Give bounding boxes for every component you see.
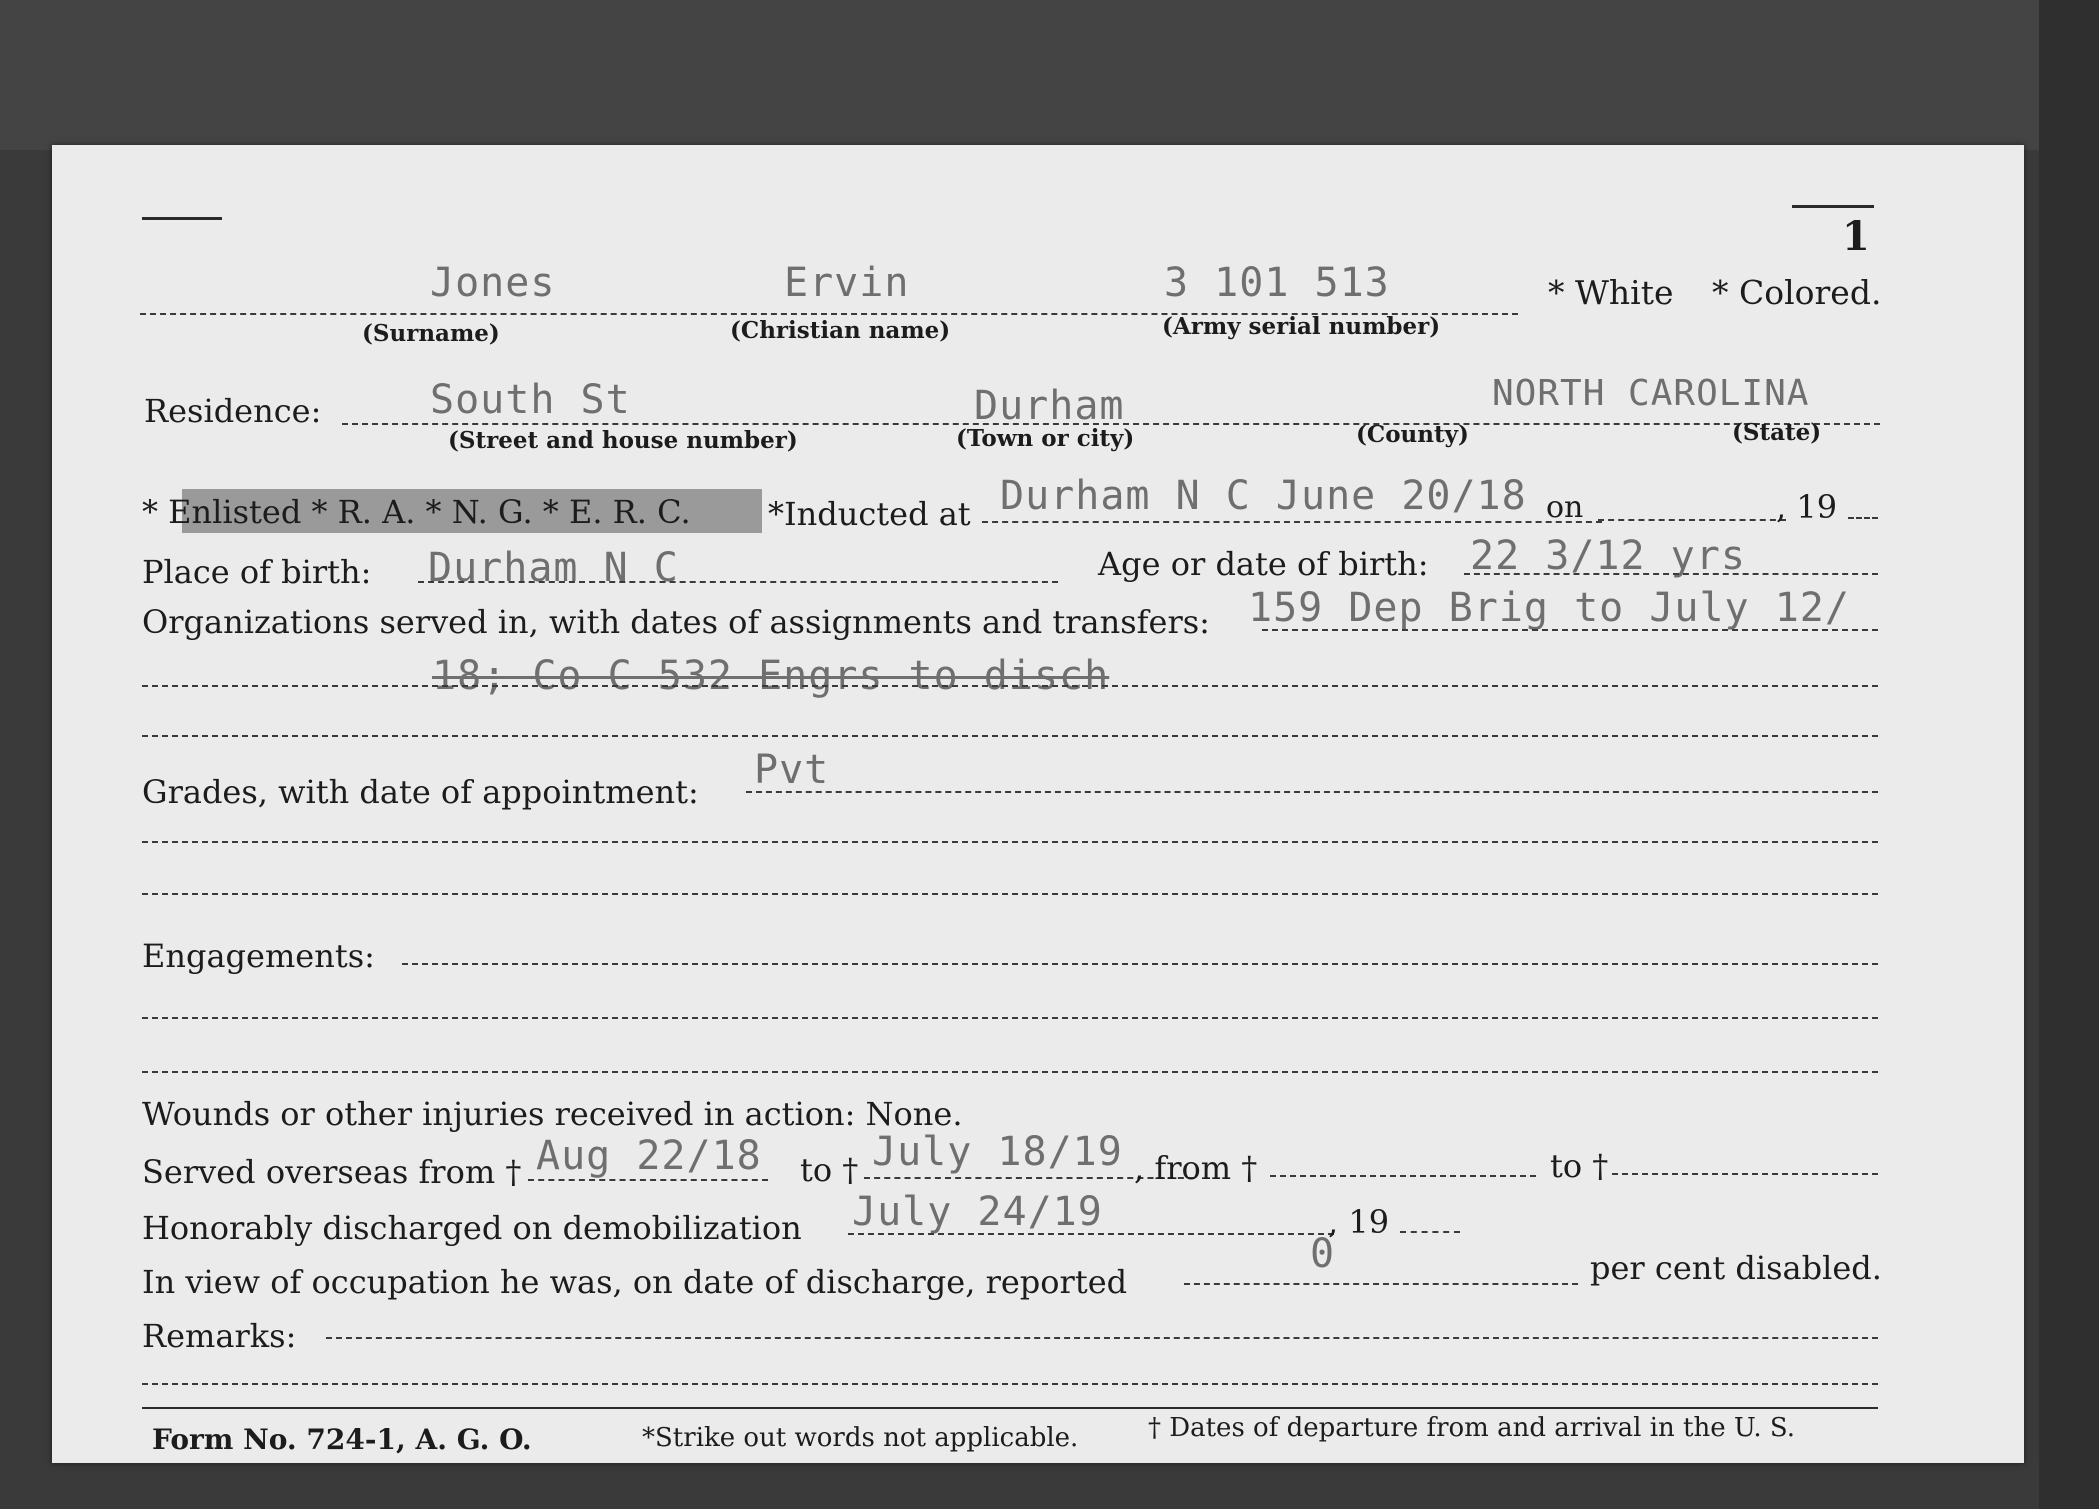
birthplace-line	[418, 581, 1058, 583]
age-value: 22 3/12 yrs	[1470, 533, 1746, 579]
overseas-to-label: to †	[800, 1151, 859, 1189]
background-right	[2039, 0, 2099, 1509]
enlisted-label: * Enlisted * R. A. * N. G. * E. R. C.	[142, 493, 691, 531]
grades-line2	[142, 841, 1878, 843]
overseas-to2-line	[1612, 1173, 1878, 1175]
age-label: Age or date of birth:	[1098, 545, 1429, 583]
birthplace-label: Place of birth:	[142, 553, 372, 591]
serial-number-value: 3 101 513	[1164, 260, 1390, 306]
state-caption: (State)	[1732, 419, 1822, 446]
on-label: on	[1546, 490, 1584, 525]
form-number: Form No. 724-1, A. G. O.	[152, 1423, 532, 1456]
strike-out-note: *Strike out words not applicable.	[642, 1423, 1079, 1453]
grades-value: Pvt	[754, 747, 830, 793]
organizations-line1-rule	[1262, 629, 1878, 631]
grades-line	[746, 791, 1878, 793]
organizations-line1: 159 Dep Brig to July 12/	[1248, 585, 1850, 631]
overseas-to-value: July 18/19	[872, 1129, 1123, 1175]
overseas-to2-label: to †	[1550, 1147, 1609, 1185]
disability-line	[1184, 1283, 1578, 1285]
race-white-text: * White	[1548, 273, 1674, 312]
discharged-year-line	[1400, 1231, 1460, 1233]
number-dash	[1792, 205, 1874, 208]
disability-value: 0	[1310, 1231, 1336, 1277]
wounds-label: Wounds or other injuries received in action: None.	[142, 1095, 963, 1133]
street-value: South St	[430, 377, 631, 423]
service-record-card	[52, 145, 2024, 1463]
discharged-line	[848, 1233, 1334, 1235]
dates-note: † Dates of departure from and arrival in the U. S.	[1148, 1413, 1796, 1443]
disability-suffix: per cent disabled.	[1590, 1249, 1882, 1287]
county-caption: (County)	[1356, 421, 1469, 448]
grades-label: Grades, with date of appointment:	[142, 773, 699, 811]
engagements-line3	[142, 1071, 1878, 1073]
town-value: Durham	[974, 383, 1125, 429]
engagements-label: Engagements:	[142, 937, 375, 975]
organizations-line2: 18; Co C 532 Engrs to disch	[432, 653, 1110, 699]
engagements-line1	[402, 963, 1878, 965]
residence-label: Residence:	[144, 392, 322, 430]
background-top	[0, 0, 2099, 150]
inducted-value: Durham N C June 20/18	[1000, 473, 1527, 519]
inducted-line	[982, 521, 1602, 523]
year-label: , 19	[1776, 488, 1838, 526]
discharged-label: Honorably discharged on demobilization	[142, 1209, 802, 1247]
card-number: 1	[1842, 213, 1870, 260]
overseas-from2-line	[1270, 1175, 1536, 1177]
footer-rule	[142, 1407, 1878, 1409]
year-line	[1848, 517, 1878, 519]
organizations-label: Organizations served in, with dates of assignments and transfers:	[142, 603, 1210, 641]
street-caption: (Street and house number)	[448, 427, 798, 454]
corner-dash	[142, 217, 222, 220]
remarks-label: Remarks:	[142, 1317, 297, 1355]
inducted-label: *Inducted at	[768, 495, 971, 533]
remarks-line2	[142, 1383, 1878, 1385]
overseas-from2-label: , from †	[1134, 1149, 1258, 1187]
engagements-line2	[142, 1017, 1878, 1019]
surname-value: Jones	[430, 260, 556, 306]
birthplace-value: Durham N C	[428, 545, 679, 591]
town-caption: (Town or city)	[956, 425, 1135, 452]
grades-line3	[142, 893, 1878, 895]
serial-number-caption: (Army serial number)	[1162, 313, 1441, 340]
organizations-line3-rule	[142, 735, 1878, 737]
discharged-value: July 24/19	[852, 1189, 1103, 1235]
on-line	[1598, 519, 1786, 521]
surname-caption: (Surname)	[362, 320, 500, 347]
overseas-label: Served overseas from †	[142, 1153, 522, 1191]
discharged-year-label: , 19	[1328, 1203, 1390, 1241]
overseas-from-value: Aug 22/18	[536, 1133, 762, 1179]
christian-name-value: Ervin	[784, 260, 910, 306]
disability-label: In view of occupation he was, on date of discharge, reported	[142, 1263, 1128, 1301]
remarks-line1	[326, 1337, 1878, 1339]
race-white	[1548, 273, 1674, 312]
race-colored: * Colored.	[1712, 273, 1882, 312]
organizations-line2-rule	[142, 685, 1878, 687]
overseas-from-line	[528, 1179, 768, 1181]
age-line	[1464, 573, 1878, 575]
christian-name-caption: (Christian name)	[730, 317, 951, 344]
state-value: NORTH CAROLINA	[1492, 373, 1810, 414]
